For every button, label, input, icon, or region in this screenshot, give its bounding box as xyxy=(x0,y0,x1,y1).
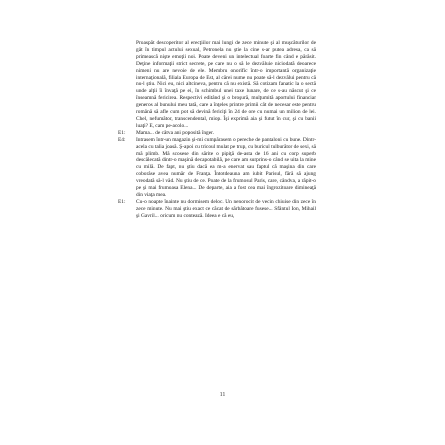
page-number: 11 xyxy=(219,392,226,398)
speaker-label: E4: xyxy=(118,136,126,143)
dialogue-text: Intrasem într-un magazin şi-mi cumpărasem o pereche de pantaloni cu bune. Dintr-acela cu talia joasă. Ş-apoi cu tricoul mulat pe trup, cu buricul tulburător de sexi, să mă plimb. Mă scosese din sărite o pipiţă de-asta de 16 ani cu corp superb descălecată dintr-o maşină decapotabilă, pe care am surprins-o când se uita la mine cu milă. De fapt, nu ştiu dacă ea m-a enervat sau faptul că maşina din care coborâse avea număr de Franţa. Întotdeauna am iubit Parisul, fără să ajung vreodată să-l văd. Nu ştiu de ce. Poate de la frumosul Paris, care, cândva, a răpit-o pe şi mai frumoasa Elena... De departe, aia a fost cea mai îngrozitoare dimineaţă din viaţa mea. xyxy=(136,136,316,198)
speaker-label: E1: xyxy=(118,198,126,205)
body-paragraph: Proaspăt descoperitor al erecţiilor mai lungi de zece minute şi al muşcăturilor de gât în timpul actului sexual, Petronela nu ştie la cine s-ar putea adresa, ca să primească nişte emoţii noi. Poate deveni un intelectual foarte fin când e părăsit. Deţine informaţii strict secrete, pe care nu o să le dezvăluie niciodată deoarece nimeni nu are nevoie de ele. Membru onorific într-o importantă organizaţie internaţională, filiala Europa de Est, al cărei nume nu poate să-l dezvălui pentru că nu-l ştiu. Nici eu, nici altcineva, pentru că nu există. Să cotizam fanatic la o sectă unde alţii îi învaţă pe ei, în schimbul unei taxe lunare, de ce s-au născut şi ce înseamnă fericirea. Respectivi editând şi o broşură, mulţumită aportului financiar generos al bunului meu tată, care a înţeles printre primii cât de necesar este pentru română să afle cum pot să devină fericiţi în 24 de ore cu numai un milion de lei. Chel, nefumător, transcendental, miop. Îşi exprimă aia şi futut în cur, şi cu banii luaţi? E, cam pe-acolo... xyxy=(136,40,316,129)
dialogue-text: Cu-o noapte înainte nu dormisem deloc. Un nenorocit de vecin chiuise din zece în zece minute. Nu mai ştiu exact ce căcat de sărbătoare fusese... Sfântul Ion, Mihail şi Gavril... oricum nu contează. Ideea e că eu, xyxy=(136,198,316,219)
dialogue-entry xyxy=(118,198,316,220)
dialogue-entry xyxy=(118,136,316,199)
dialogue-entry xyxy=(118,129,316,137)
speaker-label: E1: xyxy=(118,129,126,136)
dialogue-text: Mama... de câtva ani poposită înger. xyxy=(136,129,214,136)
main-text-column xyxy=(118,40,316,220)
